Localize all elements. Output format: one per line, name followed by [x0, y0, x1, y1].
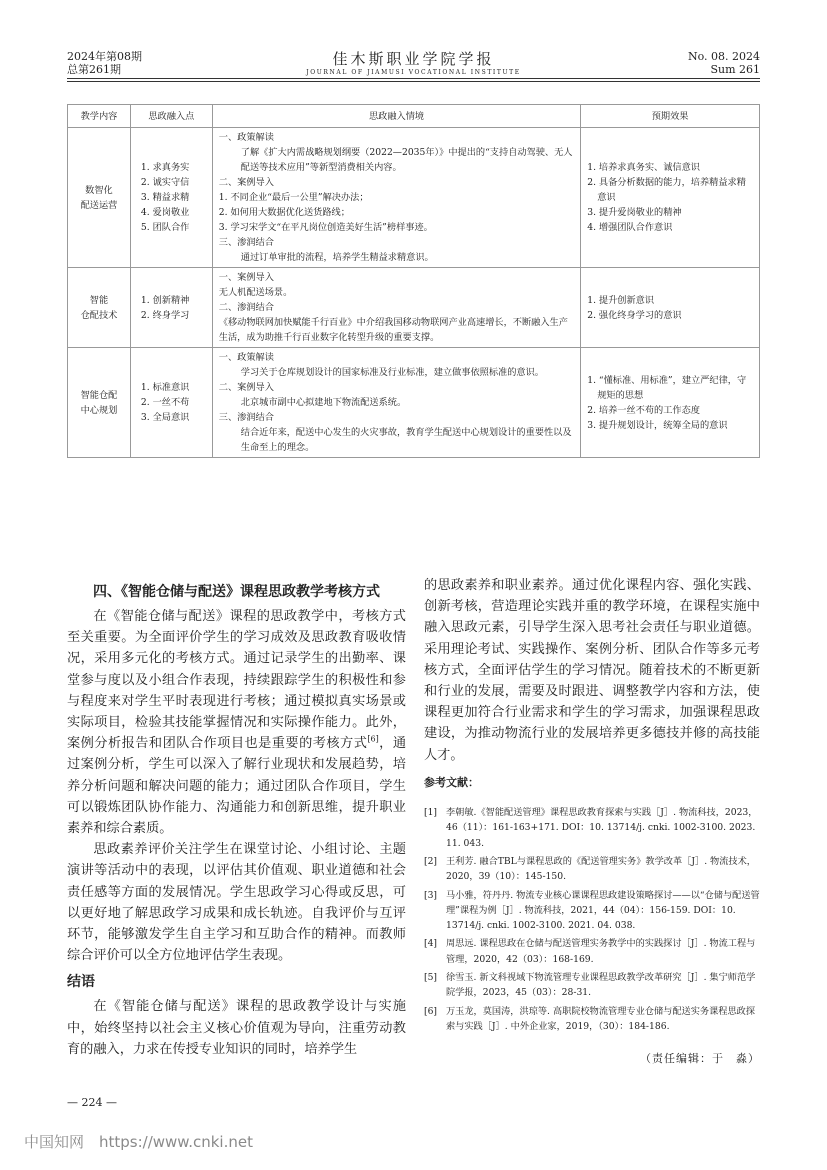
scene-line: 一、政策解读: [218, 352, 274, 363]
conclusion-continued: 的思政素养和职业素养。通过优化课程内容、强化实践、创新考核，营造理论实践并重的教学环境，在课程实施中融入思政元素，引导学生深入思考社会责任与职业道德。采用理论考试、实践操作、案例分析、团队合作等多元考核方式，全面评估学生的学习情况。随着技术的不断更新和行业的发展，需要及时跟进、调整教学内容和方法，使课程更加符合行业需求和学生的学习需求，加强课程思政建设，为推动物流行业的发展培养更多德技并修的高技能人才。: [424, 578, 760, 763]
content-line: 中心规划: [80, 404, 118, 416]
reference-text: 周思远. 课程思政在仓储与配送管理实务教学中的实践探讨［J］. 物流工程与管理，2020，42（03）：168-169.: [446, 938, 756, 965]
assessment-text-a: 在《智能仓储与配送》课程的思政教学中，考核方式至关重要。为全面评价学生的学习成效及思政教育吸收情况，采用多元化的考核方式。通过记录学生的出勤率、课堂参与度以及小组合作表现，持续跟踪学生的积极性和参与程度来对学生平时表现进行考核；通过模拟真实场景或实际项目，检验其技能掌握情况和实际操作能力。此外，案例分析报告和团队合作项目也是重要的考核方式: [67, 609, 406, 752]
reference-text: 马小雅，符丹丹. 物流专业核心课课程思政建设策略探讨——以“仓储与配送管理”课程为例［J］. 物流科技，2021，44（04）：156-159. DOI：10. 13714/j. cnki. 1002-3100. 2021. 04. 038.: [446, 889, 760, 932]
point-item: 3. 精益求精: [140, 192, 190, 203]
reference-number: [2]: [424, 855, 438, 867]
cell-effects: [581, 348, 760, 458]
scene-line: 二、案例导入: [218, 177, 274, 188]
scene-line: 一、案例导入: [218, 272, 274, 283]
issue-cn-line: 2024年第08期: [67, 50, 142, 63]
point-item: 3. 全局意识: [140, 412, 190, 423]
issue-en-line: No. 08. 2024: [687, 50, 760, 63]
references-title: 参考文献：: [424, 775, 479, 789]
effect-item: 1. 提升创新意识: [587, 294, 655, 306]
responsible-editor: （责任编辑：于 淼）: [640, 1052, 760, 1066]
scene-line: 通过订单审批的流程，培养学生精益求精意识。: [240, 252, 434, 263]
reference-text: 万玉龙，莫国涛，洪琼等. 高职院校物流管理专业仓储与配送实务课程思政探索与实践［J］. 中外企业家，2019，（30）：184-186.: [446, 1005, 756, 1032]
reference-text: 李朝敏.《智能配送管理》课程思政教育探索与实践［J］. 物流科技，2023，46（11）：161-163+171. DOI：10. 13714/j. cnki. 1002-3100. 2023. 11. 043.: [446, 807, 758, 849]
cell-content: [68, 268, 131, 348]
journal-title: [67, 50, 760, 77]
table-row: [68, 268, 760, 348]
header-rule-thick: [67, 78, 760, 79]
running-header: [67, 50, 760, 80]
cell-effects: [581, 268, 760, 348]
assessment-paragraph: [67, 606, 406, 839]
scene-line: 二、渗润结合: [218, 302, 274, 313]
sum-en-line: Sum 261: [710, 63, 760, 76]
header-rule-thin: [67, 81, 760, 82]
scene-line: 了解《扩大内需战略规划纲要（2022—2035年）》中提出的“支持自动驾驶、无人配送等技术应用”等新型消费相关内容。: [240, 147, 573, 173]
effect-item: 2. 具备分析数据的能力，培养精益求精意识: [587, 177, 746, 203]
issue-en: [688, 50, 760, 76]
right-column: [424, 575, 760, 1069]
effect-item: 2. 培养一丝不苟的工作态度: [587, 404, 700, 416]
scene-line: 1. 不同企业“最后一公里”解决办法；: [218, 192, 369, 203]
content-line: 仓配技术: [80, 309, 118, 321]
journal-title-cn: 佳木斯职业学院学报: [332, 50, 495, 68]
scene-line: 三、渗润结合: [218, 412, 274, 423]
point-item: 5. 团队合作: [140, 222, 190, 233]
reference-item: [424, 805, 760, 851]
cell-points: [130, 348, 212, 458]
scene-line: 无人机配送场景。: [218, 287, 293, 298]
scene-line: 学习关于仓库规划设计的国家标准及行业标准，建立做事依照标准的意识。: [240, 367, 544, 378]
reference-item: [424, 970, 760, 1001]
th-points: 思政融入点: [130, 105, 212, 128]
cnki-watermark: 中国知网 https://www.cnki.net: [24, 1133, 253, 1151]
reference-number: [1]: [424, 807, 438, 819]
scene-line: 《移动物联网加快赋能千行百业》中介绍我国移动物联网产业高速增长，不断融入生产生活，成为助推千行百业数字化转型升级的重要支撑。: [218, 317, 568, 343]
table-row: [68, 348, 760, 458]
scene-line: 北京城市副中心拟建地下物流配送系统。: [240, 397, 407, 408]
effect-item: 3. 提升规划设计，统筹全局的意识: [587, 419, 728, 431]
point-item: 2. 一丝不苟: [140, 397, 190, 408]
conclusion-title: 结语: [67, 974, 95, 991]
reference-number: [4]: [424, 938, 438, 950]
reference-number: [5]: [424, 972, 438, 983]
cell-points: [130, 128, 212, 268]
point-item: 1. 求真务实: [140, 162, 190, 173]
citation-6: [6]: [367, 734, 379, 744]
effect-item: 1. 培养求真务实、诚信意识: [587, 162, 700, 173]
th-scene: 思政融入情境: [212, 105, 580, 128]
effect-item: 3. 提升爱岗敬业的精神: [587, 207, 682, 218]
course-table: [67, 104, 760, 458]
point-item: 1. 创新精神: [140, 294, 190, 306]
cell-effects: [581, 128, 760, 268]
page-number: — 224 —: [67, 1096, 117, 1109]
cell-points: [130, 268, 212, 348]
journal-title-en: JOURNAL OF JIAMUSI VOCATIONAL INSTITUTE: [306, 69, 521, 76]
table-header-row: [68, 105, 760, 128]
effect-item: 1. “懂标准、用标准”，建立严纪律，守规矩的思想: [587, 374, 747, 401]
reference-item: [424, 936, 760, 967]
table-row: [68, 128, 760, 268]
scene-line: 一、政策解读: [218, 132, 274, 143]
point-item: 1. 标准意识: [140, 382, 190, 393]
point-item: 4. 爱岗敬业: [140, 207, 190, 218]
reference-number: [6]: [424, 1005, 438, 1017]
content-line: 智能仓配: [80, 389, 118, 401]
reference-text: 王利芳. 融合TBL与课程思政的《配送管理实务》教学改革［J］. 物流技术，2020，39（10）：145-150.: [446, 855, 756, 883]
point-item: 2. 终身学习: [140, 309, 190, 321]
reference-item: [424, 888, 760, 934]
references-list: [424, 805, 760, 1034]
scene-line: 二、案例导入: [218, 382, 274, 393]
scene-line: 结合近年来，配送中心发生的火灾事故，教育学生配送中心规划设计的重要性以及生命至上的理念。: [240, 427, 572, 453]
effect-item: 2. 强化终身学习的意识: [587, 309, 682, 321]
cell-scene: [212, 268, 580, 348]
assessment-text-b: ，通过案例分析，学生可以深入了解行业现状和发展趋势，培养分析问题和解决问题的能力；通过团队合作项目，学生可以锻炼团队协作能力、沟通能力和创新思维，提升职业素养和综合素质。: [67, 736, 407, 837]
cell-scene: [212, 128, 580, 268]
reference-number: [3]: [424, 889, 438, 901]
reference-text: 徐雪玉. 新文科视域下物流管理专业课程思政教学改革研究［J］. 集宁师范学院学报，2023，45（03）：28-31.: [446, 972, 756, 999]
scene-line: 三、渗润结合: [218, 237, 274, 248]
th-content: 教学内容: [68, 105, 131, 128]
cell-content: [68, 348, 131, 458]
reference-item: [424, 1004, 760, 1035]
conclusion-paragraph: 在《智能仓储与配送》课程的思政教学设计与实施中，始终坚持以社会主义核心价值观为导向，注重劳动教育的融入，力求在传授专业知识的同时，培养学生: [67, 999, 406, 1057]
th-effects: 预期效果: [581, 105, 760, 128]
sum-cn-line: 总第261期: [67, 63, 121, 76]
content-line: 数智化: [85, 184, 113, 196]
effect-item: 4. 增强团队合作意识: [587, 222, 673, 233]
cell-content: [68, 128, 131, 268]
scene-line: 3. 学习宋学文“在平凡岗位创造美好生活”榜样事迹。: [218, 222, 433, 233]
left-column: [67, 578, 406, 1060]
cell-scene: [212, 348, 580, 458]
content-line: 智能: [89, 294, 109, 306]
scene-line: 2. 如何用大数据优化送货路线；: [218, 207, 350, 218]
content-line: 配送运营: [80, 199, 118, 211]
section-title: 四、《智能仓储与配送》课程思政教学考核方式: [93, 584, 380, 600]
ideology-paragraph: 思政素养评价关注学生在课堂讨论、小组讨论、主题演讲等活动中的表现，以评估其价值观、职业道德和社会责任感等方面的发展情况。学生思政学习心得或反思，可以更好地了解思政学习成果和成长轨迹。自我评价与互评环节，能够激发学生自主学习和互助合作的精神。而教师综合评价可以全方位地评估学生表现。: [67, 842, 406, 964]
point-item: 2. 诚实守信: [140, 177, 190, 188]
reference-item: [424, 854, 760, 885]
table-body: [68, 128, 760, 458]
